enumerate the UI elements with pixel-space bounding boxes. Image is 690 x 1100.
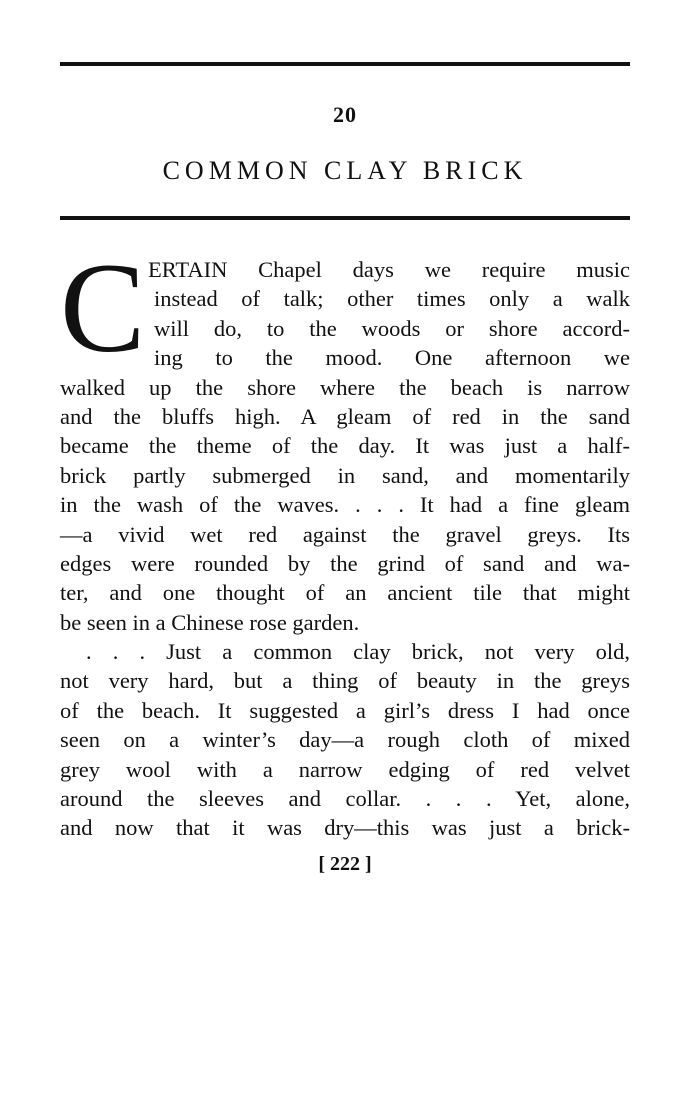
text-line: walked up the shore where the beach is narrow xyxy=(60,374,630,400)
chapter-title: COMMON CLAY BRICK xyxy=(162,156,528,185)
body-text xyxy=(60,237,630,843)
bottom-rule xyxy=(60,216,630,220)
text-line: became the theme of the day. It was just a half- xyxy=(60,433,630,459)
text-line: of the beach. It suggested a girl’s dress I had once xyxy=(60,697,630,723)
drop-cap: C xyxy=(60,237,146,379)
text-line: ing to the mood. One afternoon we xyxy=(154,345,630,371)
page-number: [ 222 ] xyxy=(318,853,372,875)
text-line: seen on a winter’s day—a rough cloth of mixed xyxy=(60,727,630,753)
text-line: edges were rounded by the grind of sand and wa- xyxy=(60,550,630,576)
text-line: will do, to the woods or shore accord- xyxy=(154,315,630,341)
top-rule xyxy=(60,62,630,66)
text-line: and now that it was dry—this was just a brick- xyxy=(60,815,630,841)
text-line: brick partly submerged in sand, and momentarily xyxy=(60,462,630,488)
text-line: grey wool with a narrow edging of red velvet xyxy=(60,756,630,782)
text-line: ter, and one thought of an ancient tile that might xyxy=(60,580,630,606)
text-line: be seen in a Chinese rose garden. xyxy=(60,609,360,635)
text-line: and the bluffs high. A gleam of red in the sand xyxy=(60,403,630,429)
text-line: in the wash of the waves. . . . It had a fine gleam xyxy=(60,492,630,518)
text-line: around the sleeves and collar. . . . Yet, alone, xyxy=(60,786,630,812)
text-line: not very hard, but a thing of beauty in the greys xyxy=(60,668,630,694)
text-line: instead of talk; other times only a walk xyxy=(154,286,630,312)
text-line: . . . Just a common clay brick, not very old, xyxy=(86,639,630,665)
text-line: ERTAIN Chapel days we require music xyxy=(148,257,630,282)
text-line: —a vivid wet red against the gravel greys. Its xyxy=(60,521,630,547)
chapter-number: 20 xyxy=(333,102,357,127)
